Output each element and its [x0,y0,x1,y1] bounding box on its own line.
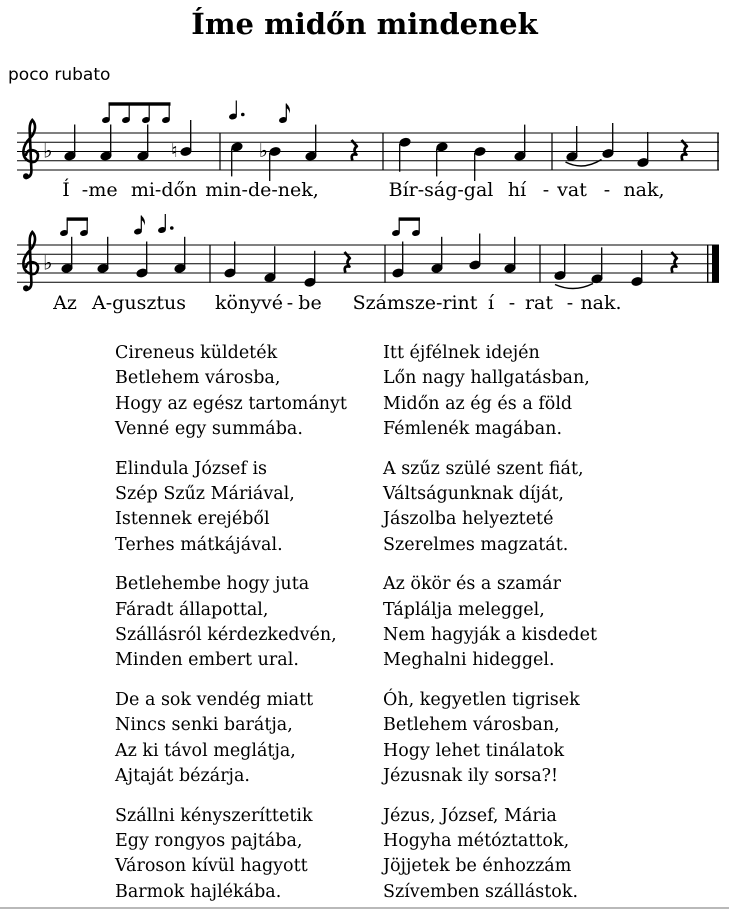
page-title: Íme midőn mindenek [191,7,538,41]
beam [67,217,88,220]
note [173,237,186,274]
verse-line: Nem hagyják a kisdedet [383,625,597,646]
verse-line: Lőn nagy hallgatásban, [383,368,590,389]
page-bottom-edge [0,907,729,909]
verse-line: Venné egy summába. [115,419,303,440]
note [430,237,443,274]
lyric-syllable: - [508,292,516,314]
verse-line: De a sok vendég miatt [115,689,314,710]
note [60,237,73,274]
slur [555,284,593,289]
stanza [115,341,597,443]
verse-line: Fáradt állapottal, [115,599,269,620]
verse-line: Cireneus küldeték [115,343,278,363]
lyric-syllable: me [88,179,118,201]
stanza-right-column [383,572,597,674]
lyric-syllable: Számsze-rint [352,292,478,314]
note [263,246,276,283]
verse-line: Egy rongyos pajtába, [115,830,303,851]
stanza [115,804,597,906]
note [590,247,603,284]
verse-line: A szűz szülé szent fiát, [383,458,584,479]
lyric-syllable: Az [53,292,77,314]
staff-2 [17,214,719,314]
note [230,141,243,176]
verse-line: Meghalni hideggel. [383,650,555,671]
note [303,251,316,288]
natural-icon: ♮ [171,140,178,162]
verse-line: Jézusnak ily sorsa?! [383,766,559,787]
note [435,141,448,176]
verse-line: Elindula József is [115,458,268,479]
note [223,242,236,279]
rhythm-variant [101,101,290,124]
staff-lines [17,133,719,170]
verse-line: Táplálja meleggel, [383,599,545,620]
stanza [115,572,597,674]
lyric-syllable: mi-dőn [130,179,198,201]
stanza-left-column [115,688,383,790]
stanza-right-column [383,804,578,906]
verse-line: Itt éjfélnek idején [383,343,540,363]
lyric-syllable: nak, [623,179,665,201]
verse-line: Midőn az ég és a föld [383,393,573,414]
stanza-right-column [383,341,590,443]
stanza [115,457,597,559]
quarter-rest-icon [352,140,357,161]
note [513,125,526,162]
verse-line: Szívemben szállástok. [383,881,579,902]
lyric-syllable: Í [62,179,70,201]
lyric-syllable: rat [524,292,554,314]
staff-1 [17,101,719,202]
verse-line: Az ki távol meglátja, [115,740,296,761]
lyric-syllable: - [603,179,611,201]
staff-lines [17,245,719,282]
verse-line: Betlehem városban, [383,715,560,736]
verse-line: Terhes mátkájával. [115,534,283,555]
stanza-right-column [383,457,584,559]
flat-icon: ♭ [43,138,53,163]
lyric-syllable: Bír-ság-gal [388,179,494,201]
lyric-syllable: könyvé [215,292,283,314]
verse-line: Ajtaját bézárja. [115,766,250,787]
verse-line: Jászolba helyezteté [383,509,554,530]
lyric-syllable: min-de-nek, [205,179,319,201]
note [63,125,76,162]
lyric-syllable: hí [507,179,527,201]
verses [115,341,597,910]
flat-icon: ♭ [259,140,268,162]
note [630,250,643,287]
verse-line: Nincs senki barátja, [115,715,293,736]
lyrics-line [62,178,664,201]
stanza-left-column [115,341,383,443]
lyric-syllable: nak. [580,292,622,314]
verse-line: Az ökör és a szamár [383,574,561,595]
stanza [115,688,597,790]
quarter-rest-icon [682,140,687,161]
lyrics-line [52,292,621,314]
verse-line: Fémlenék magában. [383,419,563,440]
lyric-syllable: A-gusztus [92,292,186,314]
verse-line: Hogy lehet tinálatok [383,740,565,761]
stanza-left-column [115,804,383,906]
lyric-syllable: be [298,292,322,314]
quarter-rest-icon [345,252,350,273]
note [135,242,148,279]
lyric-syllable: - [81,179,89,201]
note [304,125,317,162]
verse-line: Óh, kegyetlen tigrisek [383,689,580,710]
note [391,242,404,279]
stanza-left-column [115,457,383,559]
verse-line: Szép Szűz Máriával, [115,484,295,505]
music-notation [0,0,729,332]
verse-line: Jöjjetek be énhozzám [383,856,572,877]
note [136,125,149,162]
lyric-syllable: - [542,179,550,201]
note [96,237,109,274]
tempo-marking: poco rubato [8,65,111,85]
verse-line: Szállni kényszeríttetik [115,805,313,826]
verse-line: Szerelmes magzatát. [383,534,569,555]
lyric-syllable: vat [557,179,587,201]
verse-line: Jézus, József, Mária [383,805,557,826]
note [473,146,486,181]
note [601,123,614,159]
beam [109,102,171,105]
lyric-syllable: - [286,292,294,314]
stanza-left-column [115,572,383,674]
stanza-right-column [383,688,580,790]
note [636,132,649,168]
quarter-rest-icon [672,252,677,273]
note [99,125,112,162]
rhythm-variant [59,214,420,237]
verse-line: Hogy az egész tartományt [115,393,347,414]
note [268,146,281,181]
lyric-syllable: - [566,292,574,314]
verse-line: Váltságunknak díját, [383,484,564,505]
verse-line: Istennek erejéből [115,509,270,530]
beam [399,217,420,220]
note [503,237,516,274]
verse-line: Szállásról kérdezkedvén, [115,625,337,646]
note [179,120,192,157]
verse-line: Barmok hajlékába. [115,881,282,902]
note [565,126,578,162]
note [468,234,481,271]
lyric-syllable: í [487,292,495,314]
verse-line: Hogyha métóztattok, [383,830,570,851]
note [398,137,411,172]
verse-line: Városon kívül hagyott [115,856,308,877]
verse-line: Betlehembe hogy juta [115,574,310,595]
flat-icon: ♭ [43,250,53,275]
verse-line: Minden embert ural. [115,650,299,671]
note [553,244,566,281]
verse-line: Betlehem városba, [115,368,281,389]
final-barline [712,245,719,283]
